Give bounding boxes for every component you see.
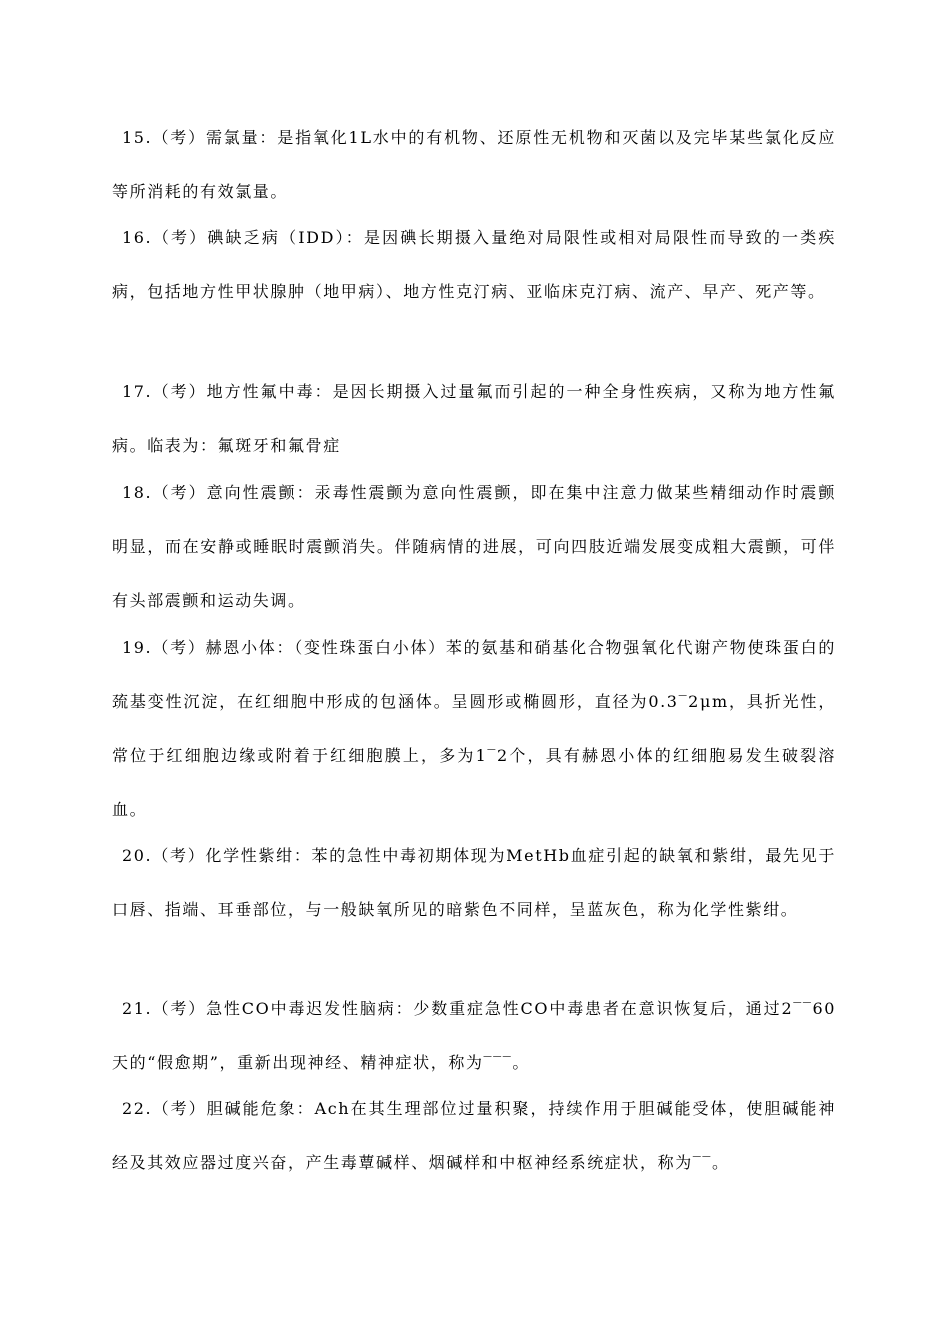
entry-number: 22. (122, 1099, 153, 1118)
entry-text: （考）意向性震颤：汞毒性震颤为意向性震颤，即在集中注意力做某些精细动作时震颤明显，而在安静或睡眠时震颤消失。伴随病情的进展，可向四肢近端发展变成粗大震颤，可伴有头部震颤和运动失调。 (112, 483, 836, 610)
entry-number: 18. (122, 483, 153, 502)
definition-entry-15 (112, 111, 836, 219)
definition-entry-21 (112, 982, 836, 1090)
entry-text: （考）需氯量：是指氧化1L水中的有机物、还原性无机物和灭菌以及完毕某些氯化反应等所消耗的有效氯量。 (112, 128, 836, 201)
entry-text: （考）赫恩小体：（变性珠蛋白小体）苯的氨基和硝基化合物强氧化代谢产物使珠蛋白的巯基变性沉淀，在红细胞中形成的包涵体。呈圆形或椭圆形，直径为0.3‾2μm，具折光性，常位于红细胞边缘或附着于红细胞膜上，多为1‾2个，具有赫恩小体的红细胞易发生破裂溶血。 (112, 638, 836, 819)
entry-text: （考）胆碱能危象：Ach在其生理部位过量积聚，持续作用于胆碱能受体，使胆碱能神经及其效应器过度兴奋，产生毒蕈碱样、烟碱样和中枢神经系统症状，称为‾‾。 (112, 1099, 836, 1172)
entry-number: 15. (122, 128, 153, 147)
entry-number: 17. (122, 382, 153, 401)
definition-entry-18 (112, 466, 836, 628)
entry-text: （考）地方性氟中毒：是因长期摄入过量氟而引起的一种全身性疾病，又称为地方性氟病。临表为：氟斑牙和氟骨症 (112, 382, 836, 455)
definition-entry-20 (112, 829, 836, 937)
entry-text: （考）急性CO中毒迟发性脑病：少数重症急性CO中毒患者在意识恢复后，通过2‾‾60天的“假愈期”，重新出现神经、精神症状，称为‾‾‾。 (112, 999, 836, 1072)
definition-entry-17 (112, 365, 836, 473)
definition-entry-16 (112, 211, 836, 319)
entry-number: 21. (122, 999, 153, 1018)
definition-entry-19 (112, 621, 836, 837)
entry-text: （考）碘缺乏病（IDD）：是因碘长期摄入量绝对局限性或相对局限性而导致的一类疾病，包括地方性甲状腺肿（地甲病）、地方性克汀病、亚临床克汀病、流产、早产、死产等。 (112, 228, 836, 301)
entry-number: 16. (122, 228, 153, 247)
entry-text: （考）化学性紫绀：苯的急性中毒初期体现为MetHb血症引起的缺氧和紫绀，最先见于口唇、指端、耳垂部位，与一般缺氧所见的暗紫色不同样，呈蓝灰色，称为化学性紫绀。 (112, 846, 836, 919)
entry-number: 19. (122, 638, 153, 657)
definition-entry-22 (112, 1082, 836, 1190)
entry-number: 20. (122, 846, 153, 865)
